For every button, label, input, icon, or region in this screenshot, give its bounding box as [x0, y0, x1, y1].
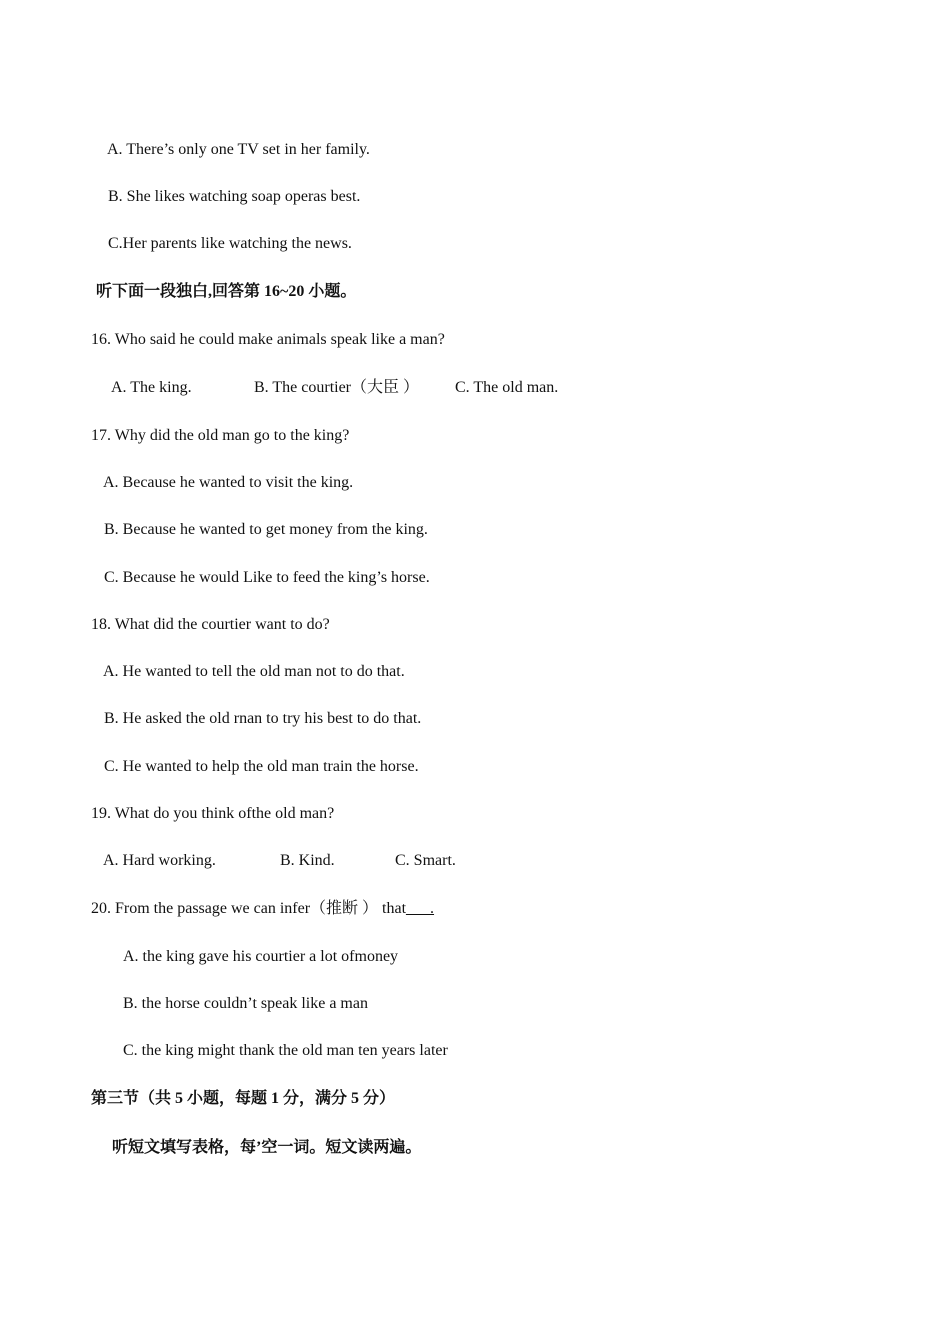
- question-17: 17. Why did the old man go to the king?: [91, 427, 350, 444]
- question-20: [91, 899, 434, 919]
- q20-option-b: B. the horse couldn’t speak like a man: [123, 995, 368, 1012]
- q15-option-a: A. There’s only one TV set in her family.: [107, 141, 370, 158]
- section-instruction-monologue: 听下面一段独白,回答第 16~20 小题。: [96, 283, 357, 300]
- q16-option-b: B. The courtier（大臣 ）: [254, 379, 420, 396]
- question-19: 19. What do you think ofthe old man?: [91, 805, 335, 822]
- q16-options-row: [0, 378, 950, 398]
- q19-option-c: C. Smart.: [395, 852, 456, 869]
- question-16: 16. Who said he could make animals speak like a man?: [91, 331, 445, 348]
- q17-option-a: A. Because he wanted to visit the king.: [103, 474, 354, 491]
- q18-option-c: C. He wanted to help the old man train the horse.: [104, 758, 419, 775]
- q15-option-c: C.Her parents like watching the news.: [108, 235, 352, 252]
- question-18: 18. What did the courtier want to do?: [91, 616, 330, 633]
- q18-option-a: A. He wanted to tell the old man not to do that.: [103, 663, 405, 680]
- q20-option-a: A. the king gave his courtier a lot ofmoney: [123, 948, 399, 965]
- q16-option-a: A. The king.: [111, 379, 192, 396]
- q19-option-a: A. Hard working.: [103, 852, 216, 869]
- q19-options-row: [0, 851, 950, 871]
- q20-option-c: C. the king might thank the old man ten years later: [123, 1042, 448, 1059]
- q16-option-c: C. The old man.: [455, 379, 559, 396]
- answer-blank: ___.: [406, 900, 435, 917]
- q17-option-b: B. Because he wanted to get money from the king.: [104, 521, 428, 538]
- q17-option-c: C. Because he would Like to feed the king’s horse.: [104, 569, 430, 586]
- q18-option-b: B. He asked the old rnan to try his best to do that.: [104, 710, 422, 727]
- section-3-title: 第三节（共 5 小题，每题 1 分，满分 5 分）: [91, 1090, 396, 1107]
- q19-option-b: B. Kind.: [280, 852, 335, 869]
- question-20-text: 20. From the passage we can infer（推断 ） that: [91, 900, 407, 917]
- q15-option-b: B. She likes watching soap operas best.: [108, 188, 361, 205]
- section-3-instruction: 听短文填写表格，每’空一词。短文读两遍。: [112, 1139, 422, 1156]
